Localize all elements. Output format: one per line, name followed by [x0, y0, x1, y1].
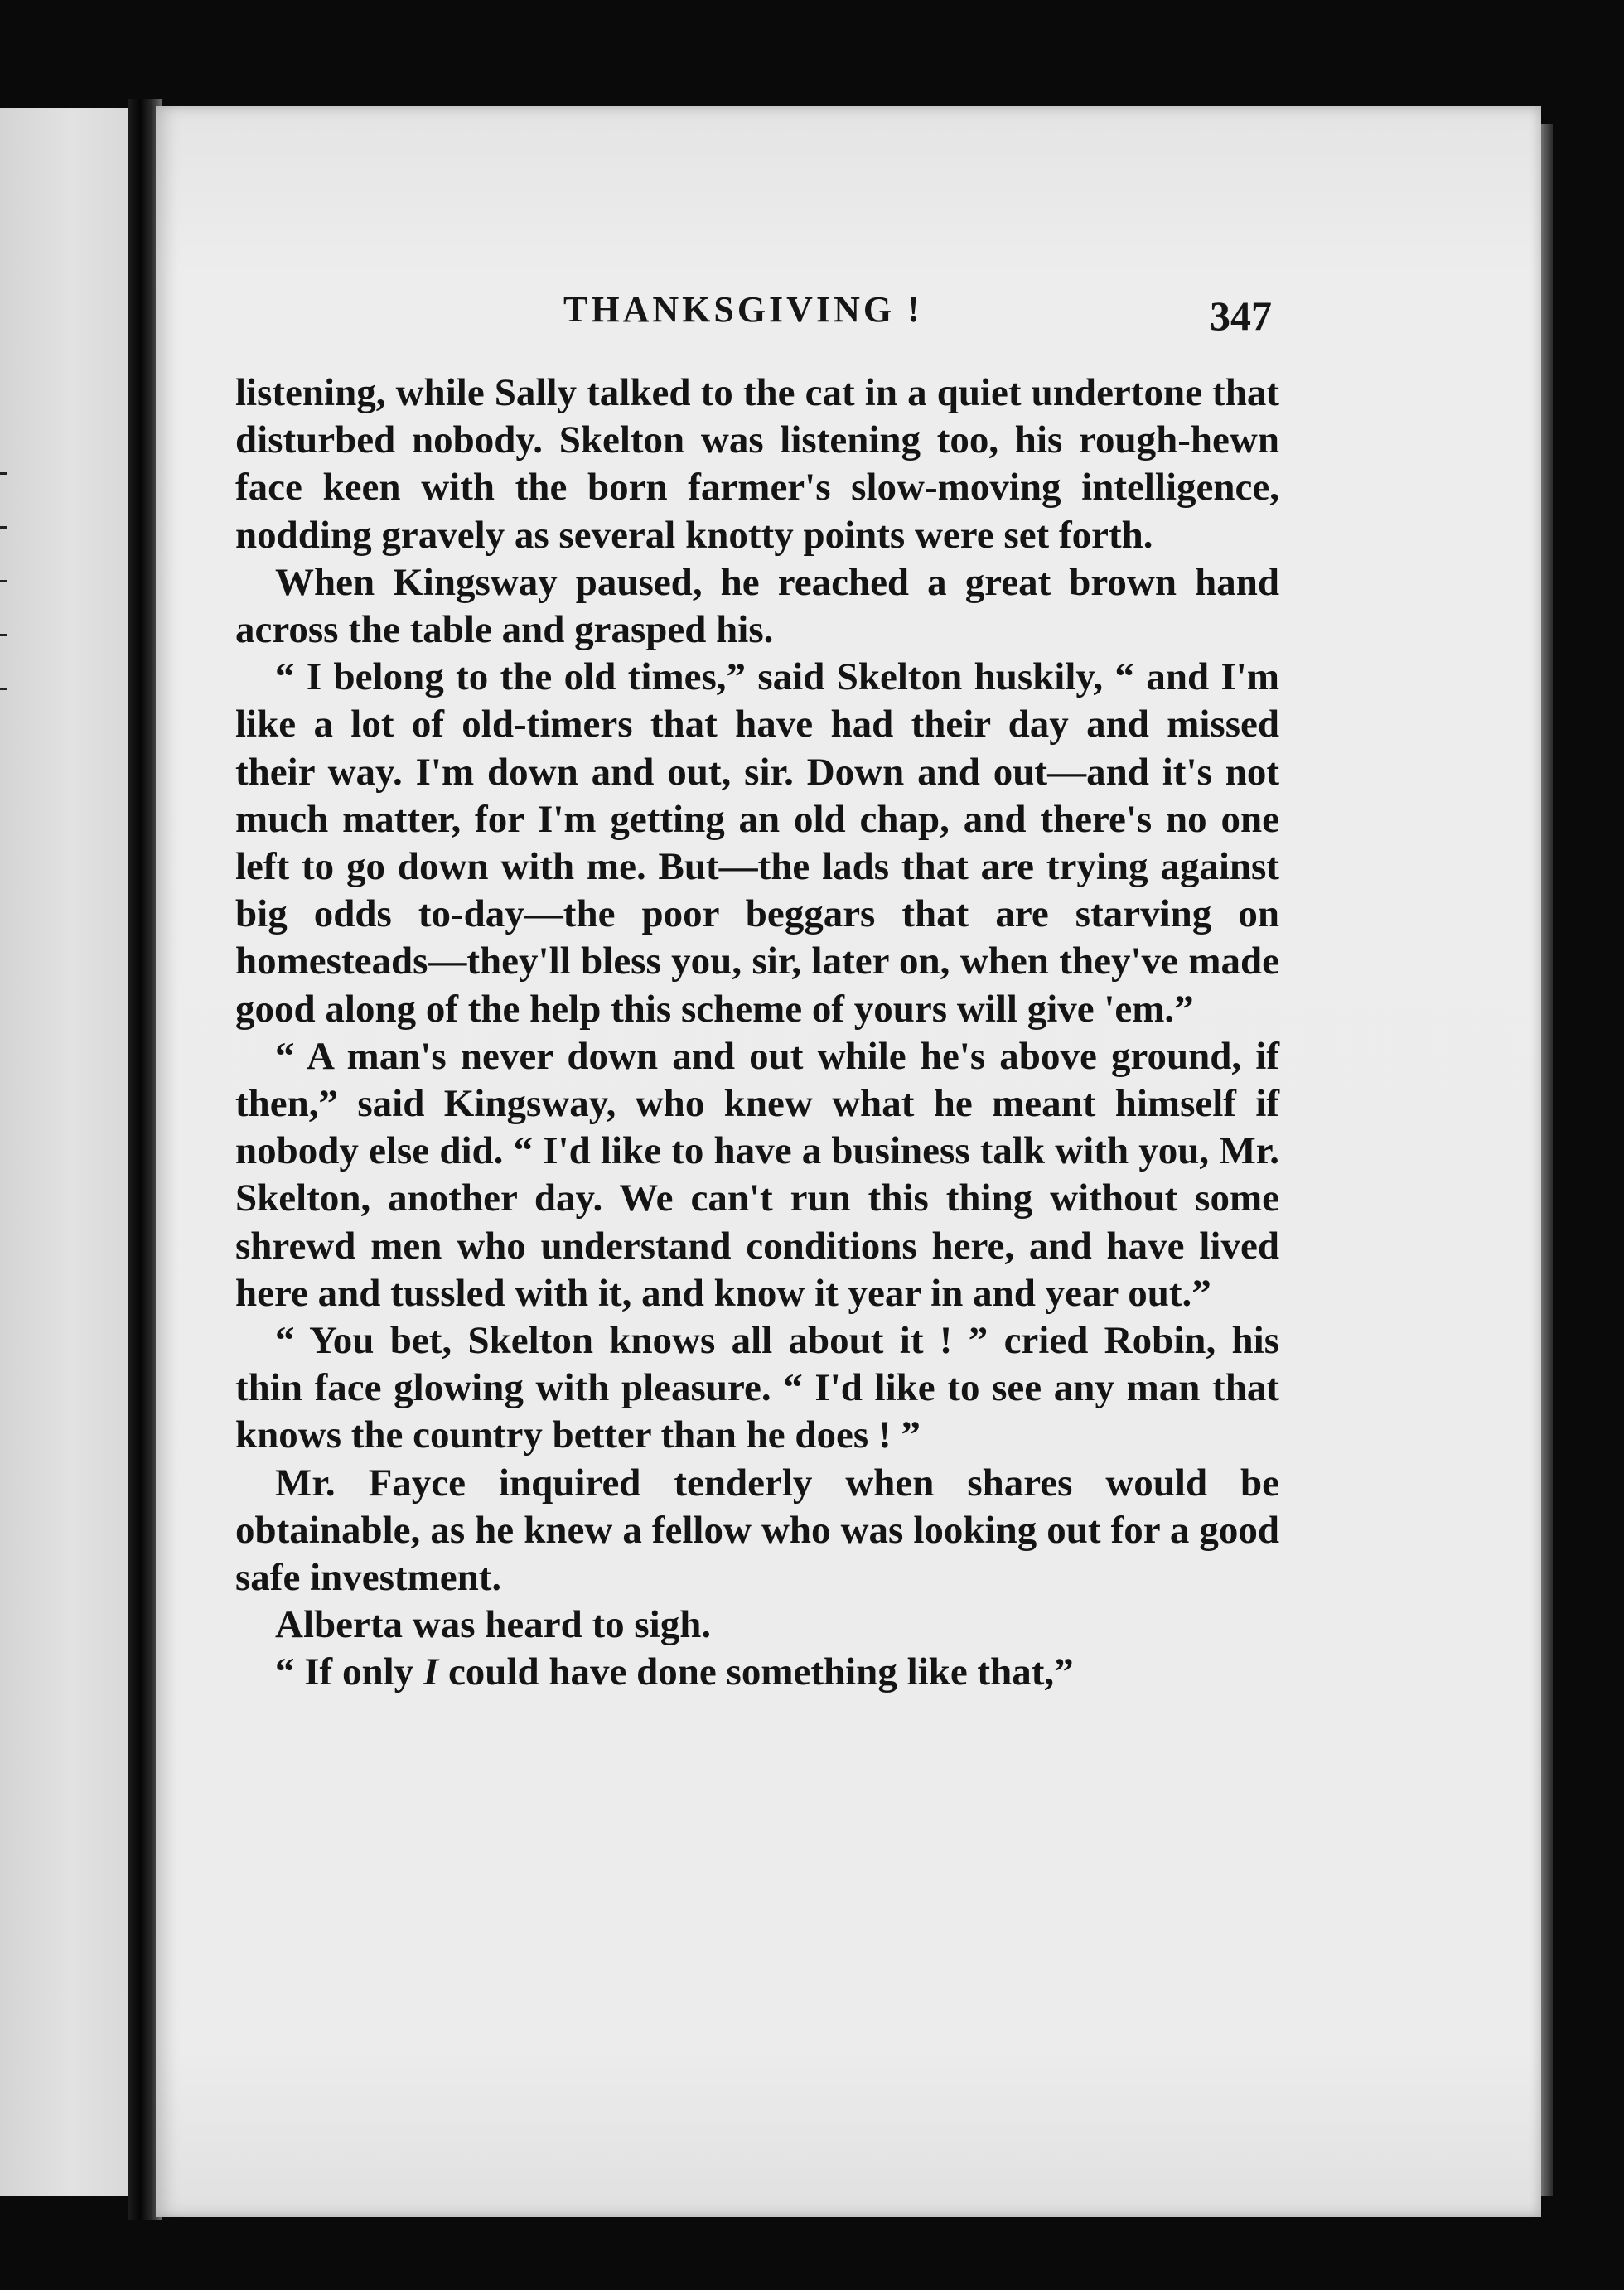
- paragraph: “ You bet, Skelton knows all about it ! ” cried Robin, his thin face glowing with pleasure. “ I'd like to see any man that knows the country better than he does ! ”: [235, 1319, 1279, 1457]
- paragraph: Mr. Fayce inquired tenderly when shares would be obtainable, as he knew a fellow who was looking out for a good safe investment.: [235, 1461, 1279, 1600]
- chapter-title: THANKSGIVING !: [563, 289, 923, 330]
- paragraph: “ A man's never down and out while he's above ground, if then,” said Kingsway, who knew what he meant himself if nobody else did. “ I'd like to have a business talk with you, Mr. Skelton, another day. We can't run this thing without some shrewd men who understand conditions here, and have lived here and tussled with it, and know it year in and year out.”: [235, 1034, 1279, 1315]
- paragraph: listening, while Sally talked to the cat in a quiet undertone that disturbed nobody. Skelton was listening too, his rough-hewn face keen with the born farmer's slow-moving intelligence, nodding gravely as several knotty points were set forth.: [235, 371, 1279, 557]
- italic-emphasis: I: [423, 1650, 439, 1694]
- page-edge: [1539, 124, 1553, 2196]
- page-number: 347: [1210, 292, 1272, 339]
- paragraph-last-line: [235, 1649, 1279, 1696]
- paragraph: Alberta was heard to sigh.: [275, 1603, 712, 1647]
- text-run: “ If only: [275, 1650, 423, 1694]
- left-facing-page: [0, 108, 133, 2196]
- text-run: could have done something like that,”: [438, 1650, 1074, 1694]
- body-text: [235, 370, 1279, 1697]
- running-head: [156, 288, 1541, 346]
- paragraph: When Kingsway paused, he reached a great brown hand across the table and grasped his.: [235, 560, 1279, 652]
- paragraph: “ I belong to the old times,” said Skelton huskily, “ and I'm like a lot of old-timers that have had their day and missed their way. I'm down and out, sir. Down and out—and it's not much matter, for I'm getting an old chap, and there's no one left to go down with me. But—the lads that are trying against big odds to-day—the poor beggars that are starving on homesteads—they'll bless you, sir, later on, when they've made good along of the help this scheme of yours will give 'em.”: [235, 655, 1279, 1031]
- book-page: [156, 106, 1541, 2217]
- left-page-text-edge: [0, 472, 8, 804]
